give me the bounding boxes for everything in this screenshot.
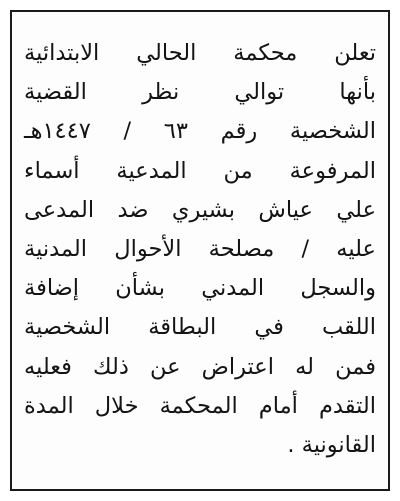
notice-line: التقدم أمام المحكمة خلال المدة — [24, 392, 376, 419]
notice-frame — [10, 10, 390, 491]
notice-line: بأنها توالي نظر القضية — [24, 79, 376, 106]
notice-line: فمن له اعتراض عن ذلك فعليه — [24, 353, 376, 380]
notice-line: والسجل المدني بشأن إضافة — [24, 275, 376, 302]
notice-line: المرفوعة من المدعية أسماء — [24, 157, 376, 184]
notice-line-last: القانونية . — [287, 431, 376, 458]
notice-line: اللقب في البطاقة الشخصية — [24, 314, 376, 341]
notice-body — [24, 34, 376, 465]
notice-line: عليه / مصلحة الأحوال المدنية — [24, 235, 376, 262]
notice-line: علي عياش بشيري ضد المدعى — [24, 196, 376, 223]
notice-line: الشخصية رقم ٦٣ / ١٤٤٧هـ — [24, 118, 376, 145]
notice-line: تعلن محكمة الحالي الابتدائية — [24, 40, 376, 66]
